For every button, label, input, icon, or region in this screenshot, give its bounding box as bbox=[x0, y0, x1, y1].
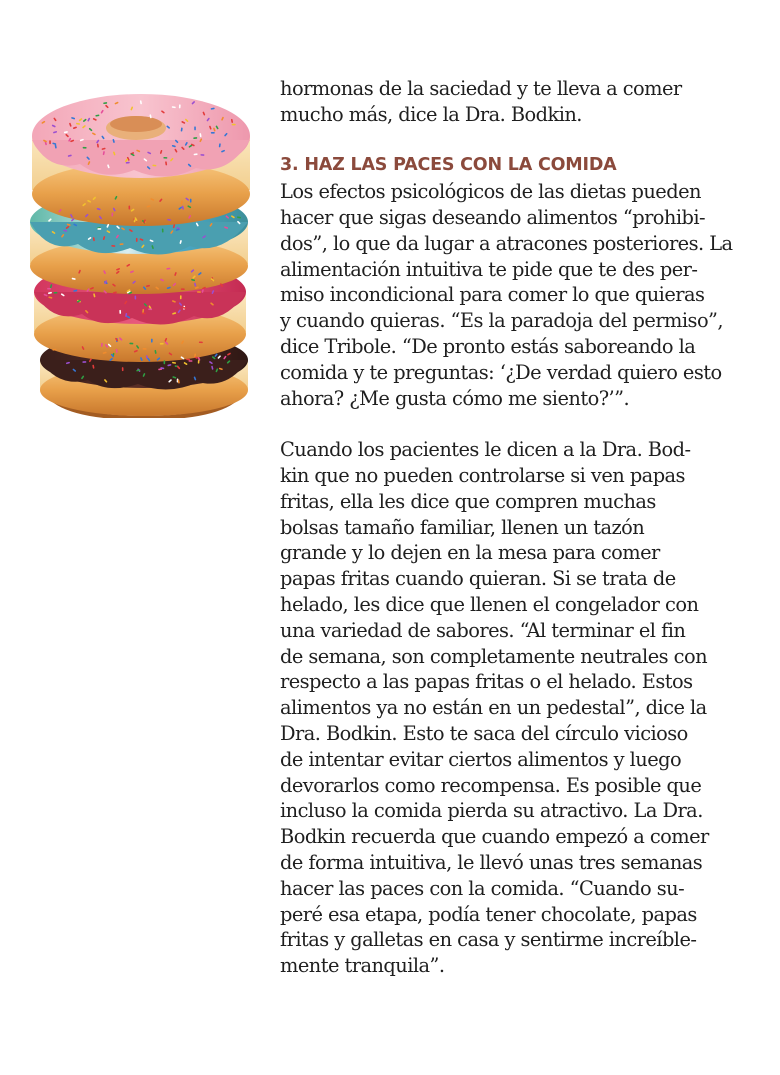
article-body bbox=[280, 76, 750, 979]
text-line: fritas, ella les dice que compren muchas bbox=[280, 489, 656, 513]
text-line: de semana, son completamente neutrales con bbox=[280, 644, 708, 668]
sprinkle bbox=[83, 147, 87, 149]
text-line: helado, les dice que llenen el congelador con bbox=[280, 592, 699, 616]
sprinkle bbox=[122, 367, 124, 371]
text-line: hacer que sigas deseando alimentos “prohibi- bbox=[280, 205, 706, 229]
sprinkle bbox=[49, 140, 51, 144]
text-line: comida y te preguntas: ‘¿De verdad quiero esto bbox=[280, 360, 722, 384]
text-line: Bodkin recuerda que cuando empezó a comer bbox=[280, 825, 709, 849]
text-line: Los efectos psicológicos de las dietas pueden bbox=[280, 180, 701, 204]
text-line: incluso la comida pierda su atractivo. La Dra. bbox=[280, 799, 703, 823]
sprinkle bbox=[142, 313, 146, 315]
text-line: de intentar evitar ciertos alimentos y luego bbox=[280, 747, 682, 771]
sprinkle bbox=[53, 292, 57, 294]
paragraph-2 bbox=[280, 437, 750, 979]
sprinkle bbox=[211, 132, 215, 134]
sprinkle bbox=[164, 360, 166, 364]
text-line: y cuando quieras. “Es la paradoja del permiso”, bbox=[280, 309, 724, 333]
text-line: hacer las paces con la comida. “Cuando su- bbox=[280, 876, 685, 900]
text-line: dice Tribole. “De pronto estás saboreando la bbox=[280, 334, 696, 358]
text-line: alimentación intuitiva te pide que te des per- bbox=[280, 257, 698, 281]
sprinkle bbox=[181, 288, 185, 290]
sprinkle bbox=[148, 308, 152, 310]
sprinkle bbox=[151, 339, 153, 343]
sprinkle bbox=[232, 124, 236, 126]
text-line: Dra. Bodkin. Esto te saca del círculo vicioso bbox=[280, 721, 688, 745]
sprinkle bbox=[180, 295, 182, 299]
sprinkle bbox=[160, 343, 164, 345]
text-line: peré esa etapa, podía tener chocolate, papas bbox=[280, 902, 697, 926]
text-line: alimentos ya no están en un pedestal”, dice la bbox=[280, 696, 707, 720]
text-line: ahora? ¿Me gusta cómo me siento?’”. bbox=[280, 386, 630, 410]
sprinkle bbox=[136, 238, 138, 242]
sprinkle bbox=[111, 245, 115, 247]
text-line: mente tranquila”. bbox=[280, 954, 445, 978]
sprinkle bbox=[97, 228, 101, 230]
paragraph-1 bbox=[280, 179, 750, 411]
paragraph-gap bbox=[280, 411, 750, 437]
text-line: Cuando los pacientes le dicen a la Dra. Bod- bbox=[280, 438, 691, 462]
sprinkle bbox=[143, 348, 147, 350]
text-line: dos”, lo que da lugar a atracones posteriores. La bbox=[280, 231, 733, 255]
text-line: papas fritas cuando quieran. Si se trata de bbox=[280, 567, 676, 591]
sprinkle bbox=[197, 291, 201, 293]
text-line: miso incondicional para comer lo que quieras bbox=[280, 283, 705, 307]
sprinkle bbox=[135, 296, 137, 300]
text-line: devorarlos como recompensa. Es posible que bbox=[280, 773, 702, 797]
text-line: bolsas tamaño familiar, llenen un tazón bbox=[280, 515, 645, 539]
intro-paragraph bbox=[280, 76, 750, 128]
text-line: una variedad de sabores. “Al terminar el fin bbox=[280, 618, 686, 642]
sprinkle bbox=[129, 206, 131, 210]
text-line: grande y lo dejen en la mesa para comer bbox=[280, 541, 660, 565]
sprinkle bbox=[199, 341, 203, 343]
text-line: de forma intuitiva, le llevó unas tres semanas bbox=[280, 850, 703, 874]
sprinkle bbox=[129, 343, 133, 345]
sprinkle bbox=[179, 104, 181, 108]
sprinkle bbox=[194, 126, 196, 130]
text-line: kin que no pueden controlarse si ven papas bbox=[280, 463, 685, 487]
sprinkle bbox=[163, 157, 167, 159]
text-line: mucho más, dice la Dra. Bodkin. bbox=[280, 102, 582, 126]
sprinkle bbox=[47, 288, 51, 290]
section-heading: 3. HAZ LAS PACES CON LA COMIDA bbox=[280, 155, 617, 176]
sprinkle bbox=[189, 360, 193, 362]
sprinkle bbox=[119, 310, 121, 314]
sprinkle bbox=[162, 229, 164, 233]
text-line: hormonas de la saciedad y te lleva a comer bbox=[280, 77, 682, 100]
sprinkle bbox=[190, 199, 192, 203]
sprinkle bbox=[82, 361, 86, 363]
pink-donut bbox=[32, 94, 250, 226]
text-line: fritas y galletas en casa y sentirme increíble- bbox=[280, 928, 697, 952]
donut-stack-image bbox=[18, 48, 258, 418]
text-line: respecto a las papas fritas o el helado. Estos bbox=[280, 670, 693, 694]
